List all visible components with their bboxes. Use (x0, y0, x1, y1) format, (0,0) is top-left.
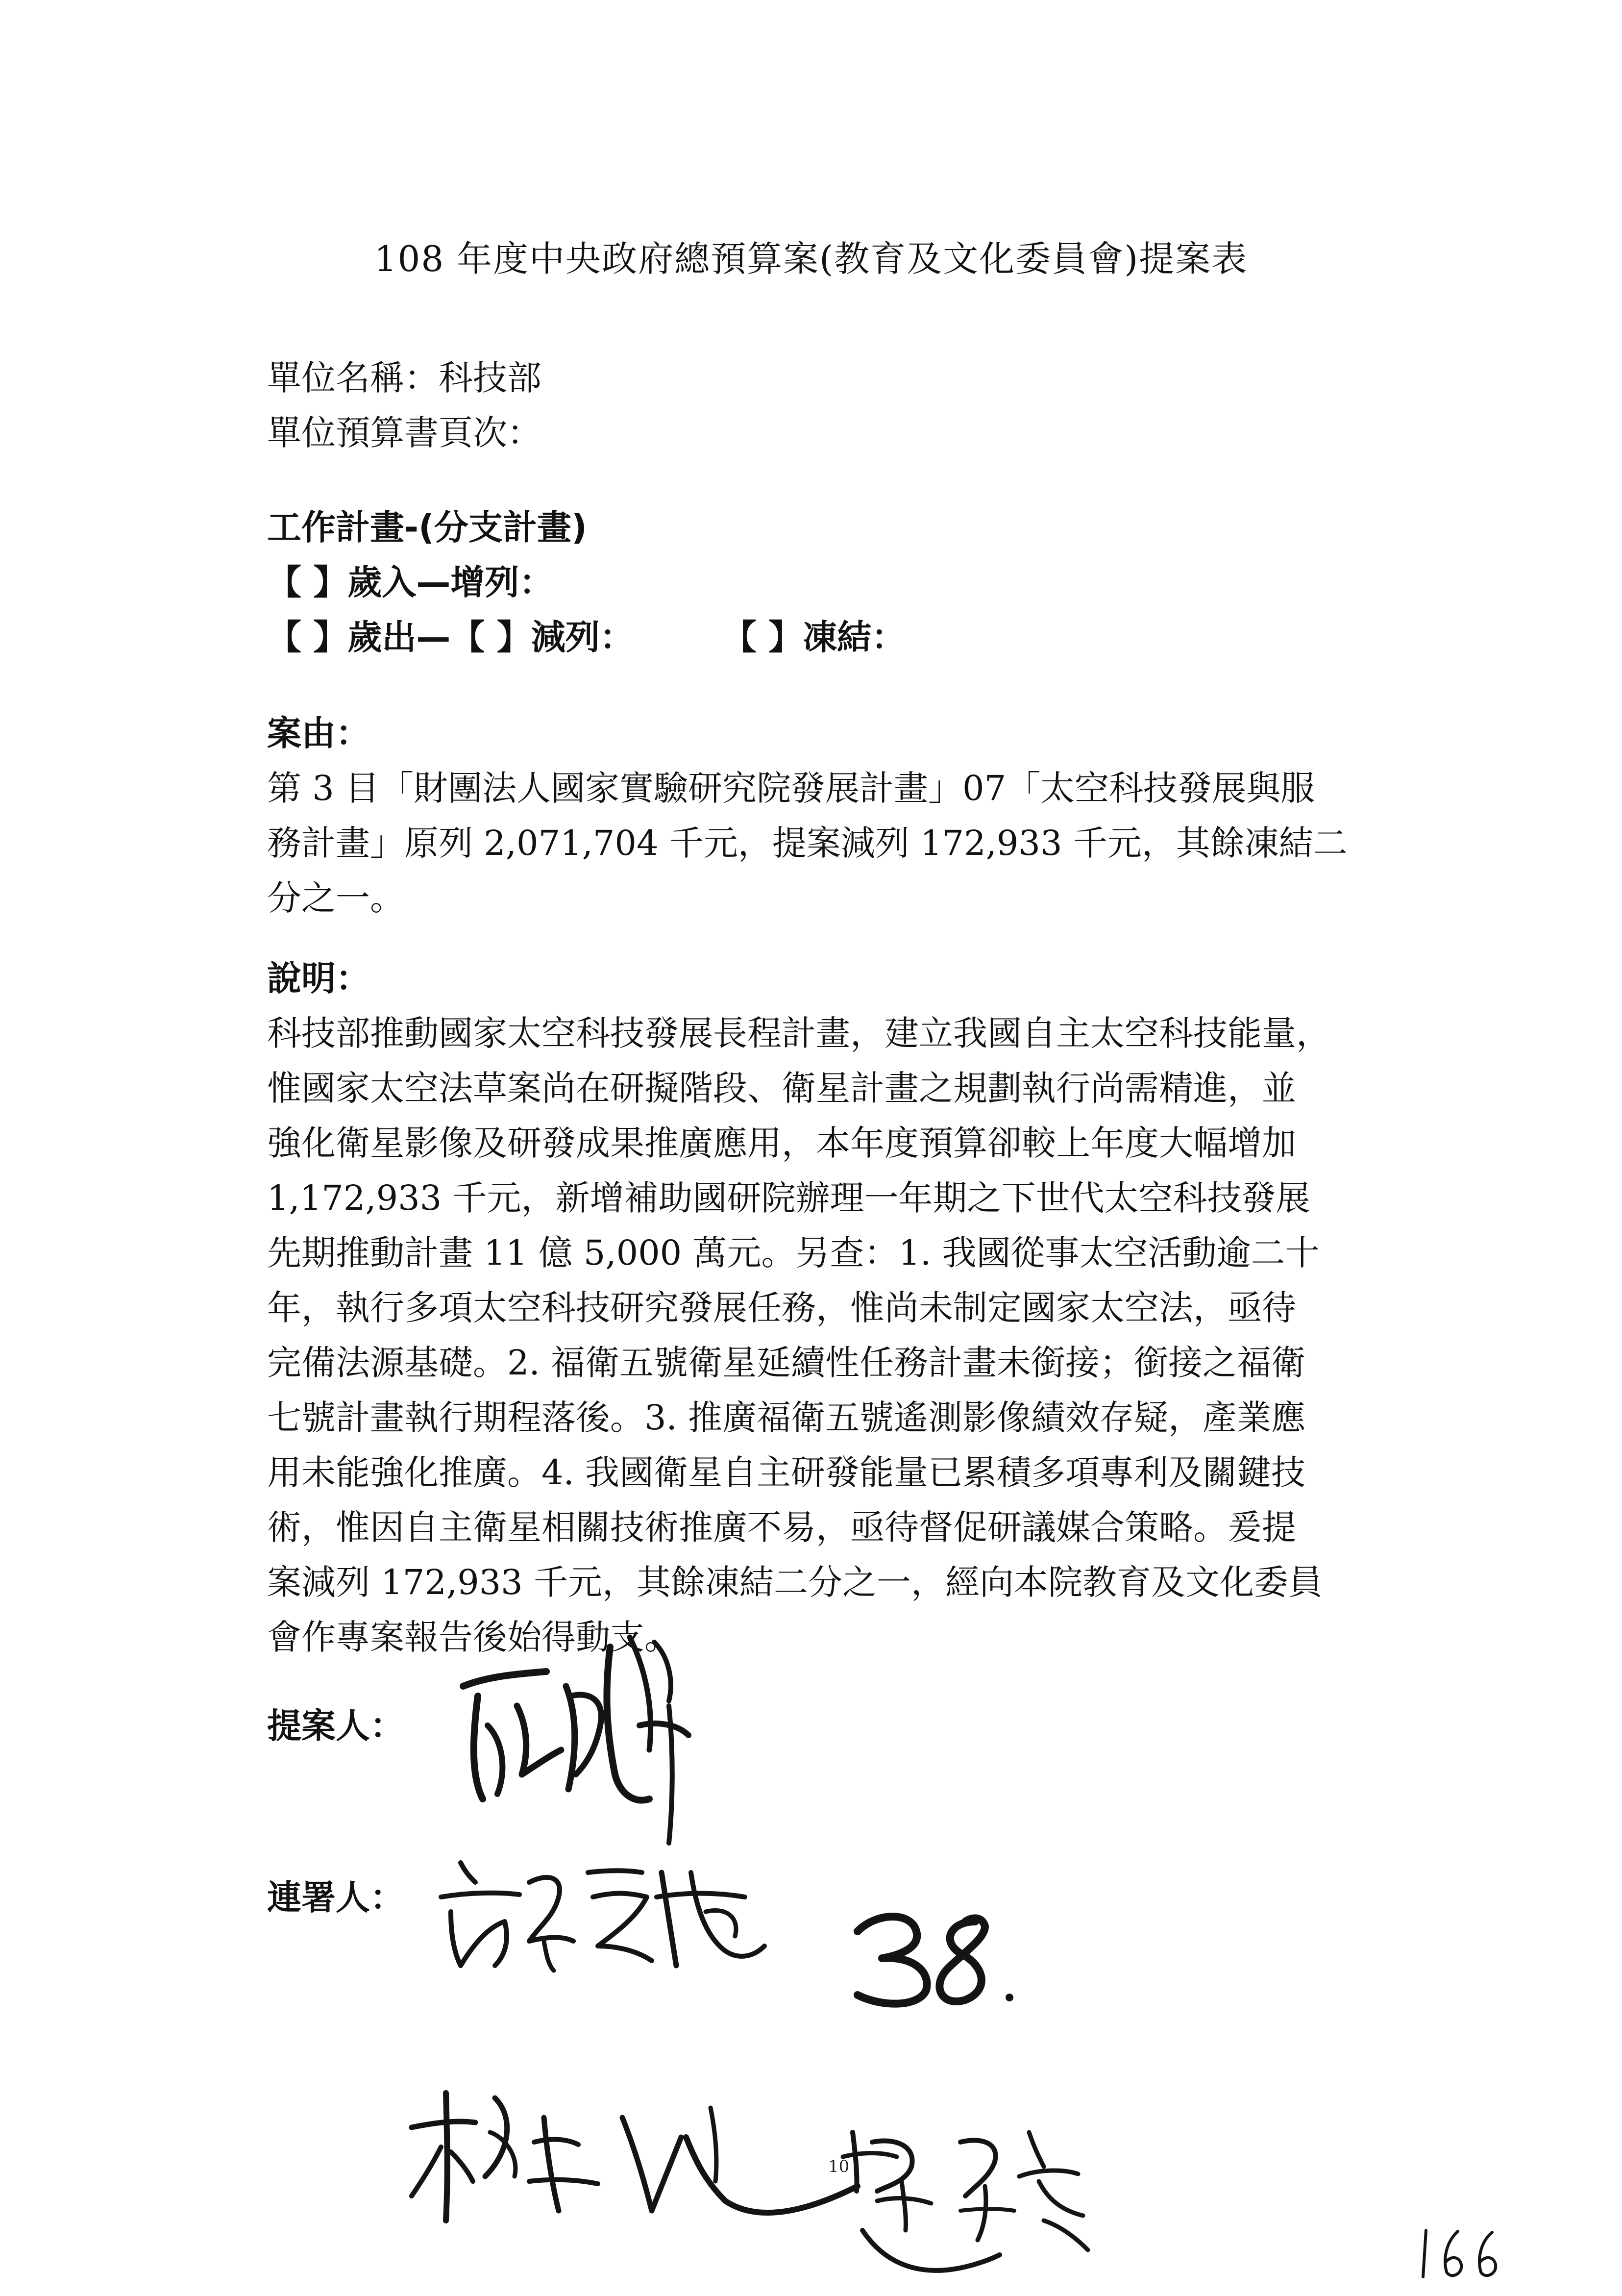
plan-section (267, 500, 1409, 665)
handwritten-page-number (1416, 2225, 1504, 2279)
explanation-line: 完備法源基礎。2. 福衛五號衛星延續性任務計畫未銜接；銜接之福衛 (267, 1343, 1306, 1383)
stamp-number: 10 (828, 2157, 850, 2176)
reason-label: 案由： (267, 713, 370, 753)
explanation-line: 術，惟因自主衛星相關技術推廣不易，亟待督促研議媒合策略。爰提 (267, 1507, 1296, 1547)
unit-section (267, 350, 1409, 460)
proposer-signature (443, 1627, 718, 1853)
explanation-line: 強化衛星影像及研發成果推廣應用，本年度預算卻較上年度大幅增加 (267, 1123, 1296, 1163)
expenditure-row (267, 610, 1409, 665)
explanation-line: 1,172,933 千元，新增補助國研院辦理一年期之下世代太空科技發展 (267, 1178, 1310, 1218)
reason-line: 第 3 目「財團法人國家實驗研究院發展計畫」07「太空科技發展與服 (267, 768, 1315, 808)
explanation-text (267, 1006, 1409, 1665)
reason-line: 務計畫」原列 2,071,704 千元，提案減列 172,933 千元，其餘凍結二 (267, 823, 1348, 863)
cosigner-signature-1 (431, 1843, 774, 1975)
budget-page: 單位預算書頁次： (267, 413, 541, 453)
cosigner-signature-4 (833, 2113, 1107, 2294)
explanation-line: 用未能強化推廣。4. 我國衛星自主研發能量已累積多項專利及關鍵技 (267, 1452, 1306, 1493)
explanation-line: 惟國家太空法草案尚在研擬階段、衛星計畫之規劃執行尚需精進，並 (267, 1068, 1296, 1108)
freeze-label: 【 】凍結： (722, 617, 906, 657)
reason-line: 分之一。 (267, 878, 404, 918)
plan-heading: 工作計畫-(分支計畫) (267, 507, 588, 548)
document-title: 108 年度中央政府總預算案(教育及文化委員會)提案表 (374, 238, 1248, 279)
explanation-section (267, 951, 1409, 1665)
explanation-line: 科技部推動國家太空科技發展長程計畫，建立我國自主太空科技能量， (267, 1013, 1330, 1053)
cosigner-signature-2 (402, 2083, 608, 2230)
explanation-line: 案減列 172,933 千元，其餘凍結二分之一，經向本院教育及文化委員 (267, 1562, 1323, 1602)
explanation-line: 七號計畫執行期程落後。3. 推廣福衛五號遙測影像績效存疑，產業應 (267, 1398, 1306, 1438)
explanation-label: 說明： (267, 958, 370, 998)
explanation-line: 會作專案報告後始得動支。 (267, 1617, 679, 1657)
explanation-line: 先期推動計畫 11 億 5,000 萬元。另查：1. 我國從事太空活動逾二十 (267, 1233, 1320, 1273)
proposer-label: 提案人： (267, 1706, 404, 1746)
explanation-line: 年，執行多項太空科技研究發展任務，惟尚未制定國家太空法，亟待 (267, 1288, 1296, 1328)
revenue-increase: 【 】歲入—增列： (267, 562, 554, 602)
cosigner-count-note (843, 1902, 1019, 2010)
expenditure-reduction: 【 】歲出—【 】減列： (267, 617, 634, 657)
unit-name: 單位名稱：科技部 (267, 358, 541, 398)
reason-section (267, 706, 1409, 925)
reason-text (267, 761, 1409, 925)
cosigners-label: 連署人： (267, 1877, 404, 1918)
